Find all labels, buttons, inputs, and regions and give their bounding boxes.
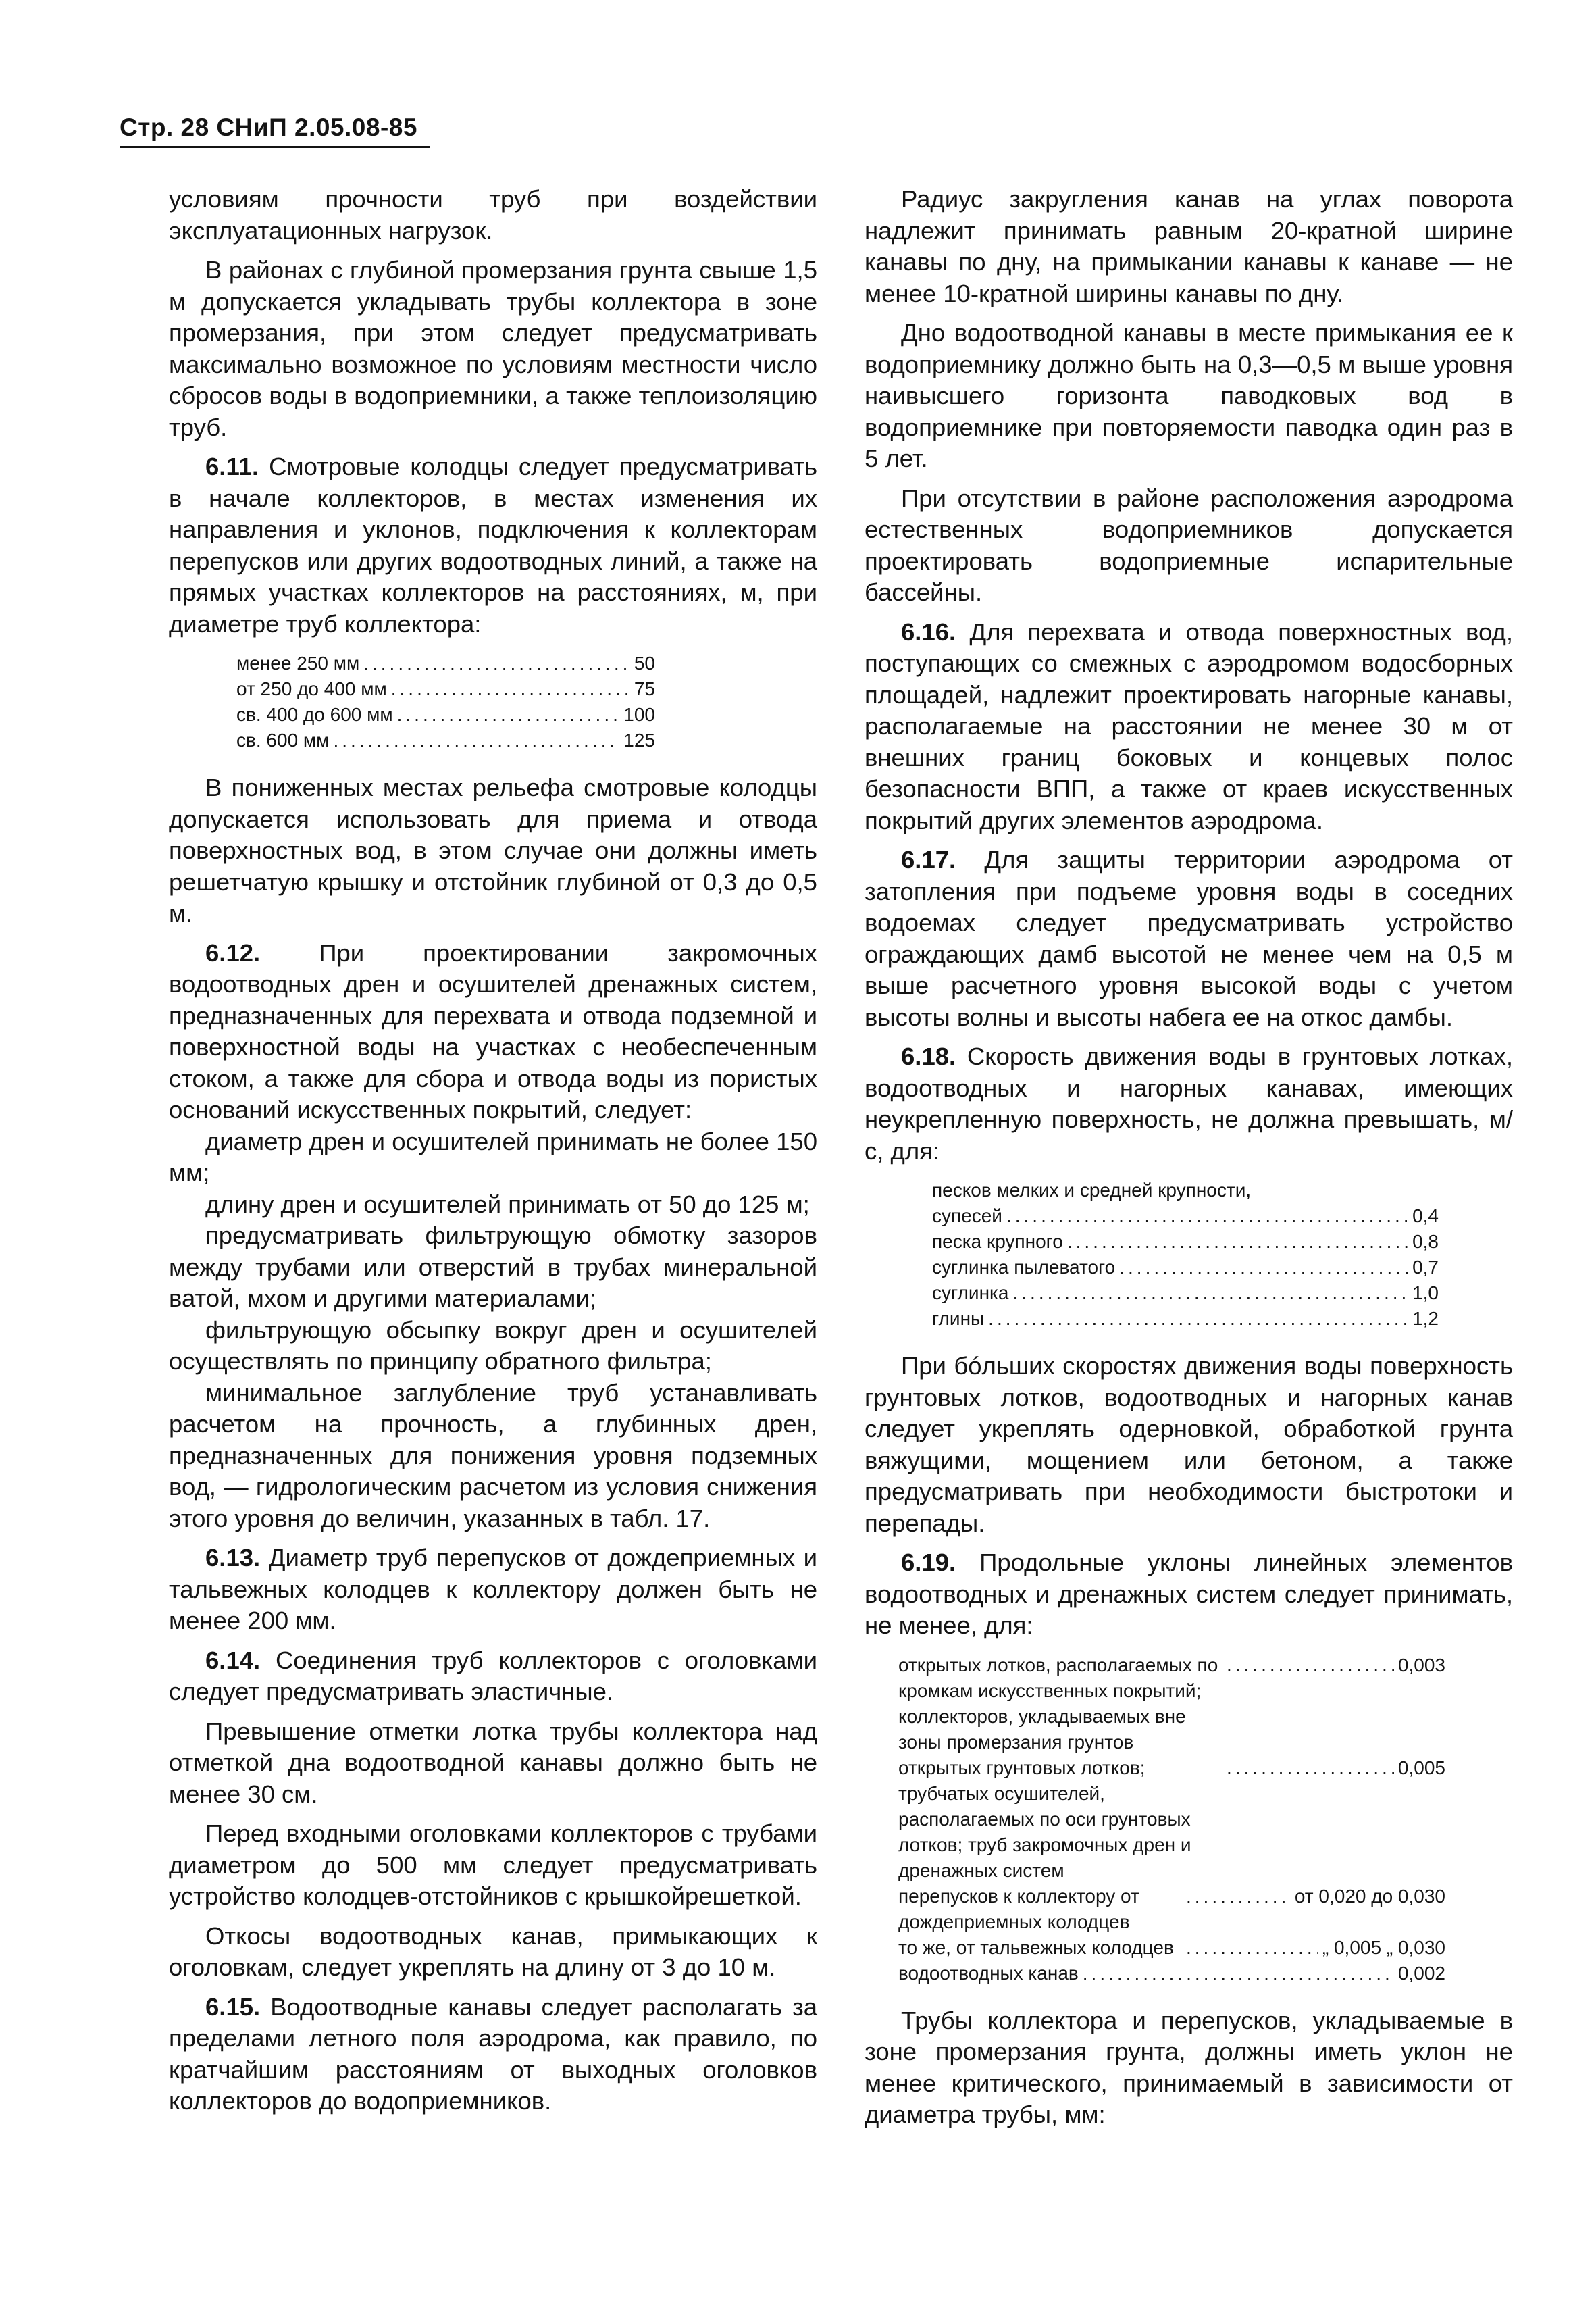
section-6-18 [865,1041,1513,1167]
section-6-17 [865,845,1513,1033]
list-item [932,1306,1439,1332]
list-value: 100 [623,704,655,725]
list-label: открытых грунтовых лотков; трубчатых осушителей, располагаемых по оси грунтовых лотков; труб закромочных дрен и дренажных систем [898,1757,1191,1881]
section-text: Продольные уклоны линейных элементов водоотводных и дренажных систем следует принимать, не менее, для: [865,1549,1513,1639]
list-item [932,1280,1439,1306]
leader-dots [1119,1255,1408,1280]
section-6-19 [865,1547,1513,1642]
list-value: 75 [634,678,655,699]
section-text: При проектировании закромочных водоотводных дрен и осушителей дренажных систем, предназначенных для перехвата и отвода подземной и поверхностной воды на участках с необеспеченным стоком, а также для сбора и отвода воды из пористых оснований искусственных покрытий, следует: [169,938,817,1124]
leader-dots [397,702,620,728]
section-number: 6.15. [205,1992,261,2021]
list-label: песка крупного [932,1231,1063,1252]
list-label: суглинка пылеватого [932,1257,1116,1278]
list-value: 1,2 [1412,1308,1439,1329]
list-item [932,1229,1439,1255]
list-label: то же, от тальвежных колодцев [898,1936,1174,1958]
list-label: св. 400 до 600 мм [236,704,393,725]
paragraph: При бóльших скоростях движения воды поверхность грунтовых лотков, водоотводных и нагорных канав следует укреплять одерновкой, обработкой грунта вяжущими, мощением или бетоном, а также предусматривать при необходимости быстротоки и перепады. [865,1352,1513,1537]
list-item [898,1884,1445,1935]
section-text: Водоотводные канавы следует располагать за пределами летного поля аэродрома, как правило, по кратчайшим расстояниям от выходных оголовков коллекторов до водоприемников. [169,1992,817,2115]
paragraph: Дно водоотводной канавы в месте примыкания ее к водоприемнику должно быть на 0,3—0,5 м выше уровня наивысшего горизонта паводковых вод в водоприемнике при повторяемости паводка один раз в 5 лет. [865,319,1513,472]
list-item [898,1935,1445,1961]
section-text: Скорость движения воды в грунтовых лотках, водоотводных и нагорных канавах, имеющих неукрепленную поверхность, не должна превышать, м/с, для: [865,1042,1513,1165]
leader-dots [1227,1755,1394,1781]
section-number: 6.18. [901,1042,956,1070]
section-number: 6.19. [901,1549,956,1576]
section-number: 6.13. [205,1544,261,1571]
section-number: 6.12. [205,938,261,967]
list-item: диаметр дрен и осушителей принимать не более 150 мм; [169,1127,817,1186]
list-item [898,1653,1445,1755]
paragraph: условиям прочности труб при воздействии эксплуатационных нагрузок. [169,185,817,245]
paragraph: Откосы водоотводных канав, примыкающих к оголовкам, следует укреплять на длину от 3 до 10 м. [169,1921,817,1981]
list-label: менее 250 мм [236,653,360,674]
list-item: фильтрующую обсыпку вокруг дрен и осушителей осуществлять по принципу обратного фильтра; [169,1315,817,1375]
section-number: 6.17. [901,846,956,874]
list-value: 50 [634,653,655,674]
right-column [865,184,1513,2139]
list-item [898,1755,1445,1884]
section-6-15 [169,1992,817,2117]
section-text: Соединения труб коллекторов с оголовками следует предусматривать эластичные. [169,1646,817,1705]
list-value: 0,7 [1412,1257,1439,1278]
section-text: Смотровые колодцы следует предусматривать в начале коллекторов, в местах изменения их направления и уклонов, подключения к коллекторам перепусков или других водоотводных линий, а также на прямых участках коллекторов на расстояниях, м, при диаметре труб коллектора: [169,453,817,638]
leader-dots [333,728,619,753]
list-label: от 250 до 400 мм [236,678,387,699]
paragraph: Перед входными оголовками коллекторов с трубами диаметром до 500 мм следует предусматривать устройство колодцев-отстойников с крышкойрешеткой. [169,1819,817,1910]
leader-dots [391,676,630,702]
section-text: Для защиты территории аэродрома от затопления при подъеме уровня воды в соседних водоемах следует предусматривать устройство ограждающих дамб высотой не менее чем на 0,5 м выше расчетного уровня высокой воды с учетом высоты волны и высоты набега ее на откос дамбы. [865,846,1513,1031]
list-value: 0,8 [1412,1231,1439,1252]
list-label: перепусков к коллектору от дождеприемных колодцев [898,1885,1139,1932]
list-item [932,1203,1439,1229]
slope-list [898,1653,1445,1986]
list-value: 0,005 [1397,1757,1445,1778]
list-label: супесей [932,1205,1002,1226]
list-value: от 0,020 до 0,030 [1294,1885,1445,1907]
list-item [236,651,655,676]
list-item: длину дрен и осушителей принимать от 50 до 125 м; [205,1190,810,1218]
list-item: предусматривать фильтрующую обмотку зазоров между трубами или отверстий в трубах минеральной ватой, мхом и другими материалами; [169,1222,817,1312]
list-item [236,702,655,728]
list-item [236,728,655,753]
list-value: 0,4 [1412,1205,1439,1226]
list-value: 0,003 [1397,1654,1445,1676]
header-rule [120,146,430,148]
list-value: „ 0,005 „ 0,030 [1322,1936,1445,1958]
water-speed-list [932,1178,1439,1332]
section-6-11 [169,451,817,640]
list-label: суглинка [932,1282,1009,1303]
paragraph: При отсутствии в районе расположения аэродрома естественных водоприемников допускается проектировать водоприемные испарительные бассейны. [865,484,1513,606]
leader-dots [1006,1203,1408,1229]
leader-dots [1012,1280,1408,1306]
list-heading: песков мелких и средней крупности, [932,1180,1252,1201]
paragraph: В пониженных местах рельефа смотровые колодцы допускается использовать для приема и отвода поверхностных вод, в этом случае они должны иметь решетчатую крышку и отстойник глубиной от 0,3 до 0,5 м. [169,774,817,927]
list-item: минимальное заглубление труб устанавливать расчетом на прочность, а глубинных дрен, предназначенных для понижения уровня подземных вод, — гидрологическим расчетом из условия снижения этого уровня до величин, указанных в табл. 17. [169,1378,817,1532]
list-item [236,676,655,702]
leader-dots [1083,1961,1394,1986]
leader-dots [363,651,630,676]
list-label: открытых лотков, располагаемых по кромкам искусственных покрытий; коллекторов, укладываемых вне зоны промерзания грунтов [898,1654,1218,1753]
section-text: Для перехвата и отвода поверхностных вод, поступающих со смежных с аэродромом водосборных площадей, надлежит проектировать нагорные канавы, располагаемые на расстоянии не менее 30 м от внешних границ боковых и концевых полос безопасности ВПП, а также от краев искусственных покрытий других элементов аэродрома. [865,618,1513,834]
section-6-13 [169,1542,817,1637]
paragraph: Радиус закругления канав на углах поворота надлежит принимать равным 20-кратной ширине канавы по дну, на примыкании канавы к канаве — не менее 10-кратной ширины канавы по дну. [865,185,1513,307]
section-number: 6.14. [205,1646,261,1674]
list-value: 125 [623,730,655,751]
list-label: глины [932,1308,985,1329]
list-value: 0,002 [1397,1962,1445,1984]
list-value: 1,0 [1412,1282,1439,1303]
section-6-16 [865,617,1513,837]
section-6-14 [169,1645,817,1708]
list-item [898,1961,1445,1986]
list-item [932,1255,1439,1280]
page-header: Стр. 28 СНиП 2.05.08-85 [120,114,417,141]
leader-dots [988,1306,1408,1332]
section-number: 6.16. [901,618,956,646]
leader-dots [1067,1229,1408,1255]
diameter-distance-list [236,651,655,753]
paragraph: Трубы коллектора и перепусков, укладываемые в зоне промерзания грунта, должны иметь уклон не менее критического, принимаемый в зависимости от диаметра трубы, мм: [865,2006,1513,2128]
list-label: водоотводных канав [898,1962,1079,1984]
list-label: св. 600 мм [236,730,330,751]
section-text: Диаметр труб перепусков от дождеприемных и тальвежных колодцев к коллектору должен быть не менее 200 мм. [169,1544,817,1634]
leader-dots [1186,1884,1291,1909]
leader-dots [1186,1935,1318,1961]
leader-dots [1227,1653,1394,1678]
paragraph: В районах с глубиной промерзания грунта свыше 1,5 м допускается укладывать трубы коллектора в зоне промерзания, при этом следует предусматривать максимально возможное по условиям местности число сбросов воды в водоприемники, а также теплоизоляцию труб. [169,256,817,441]
section-6-12 [169,938,817,1126]
left-column [169,184,817,2126]
section-number: 6.11. [205,453,259,480]
paragraph: Превышение отметки лотка трубы коллектора над отметкой дна водоотводной канавы должно быть не менее 30 см. [169,1717,817,1808]
